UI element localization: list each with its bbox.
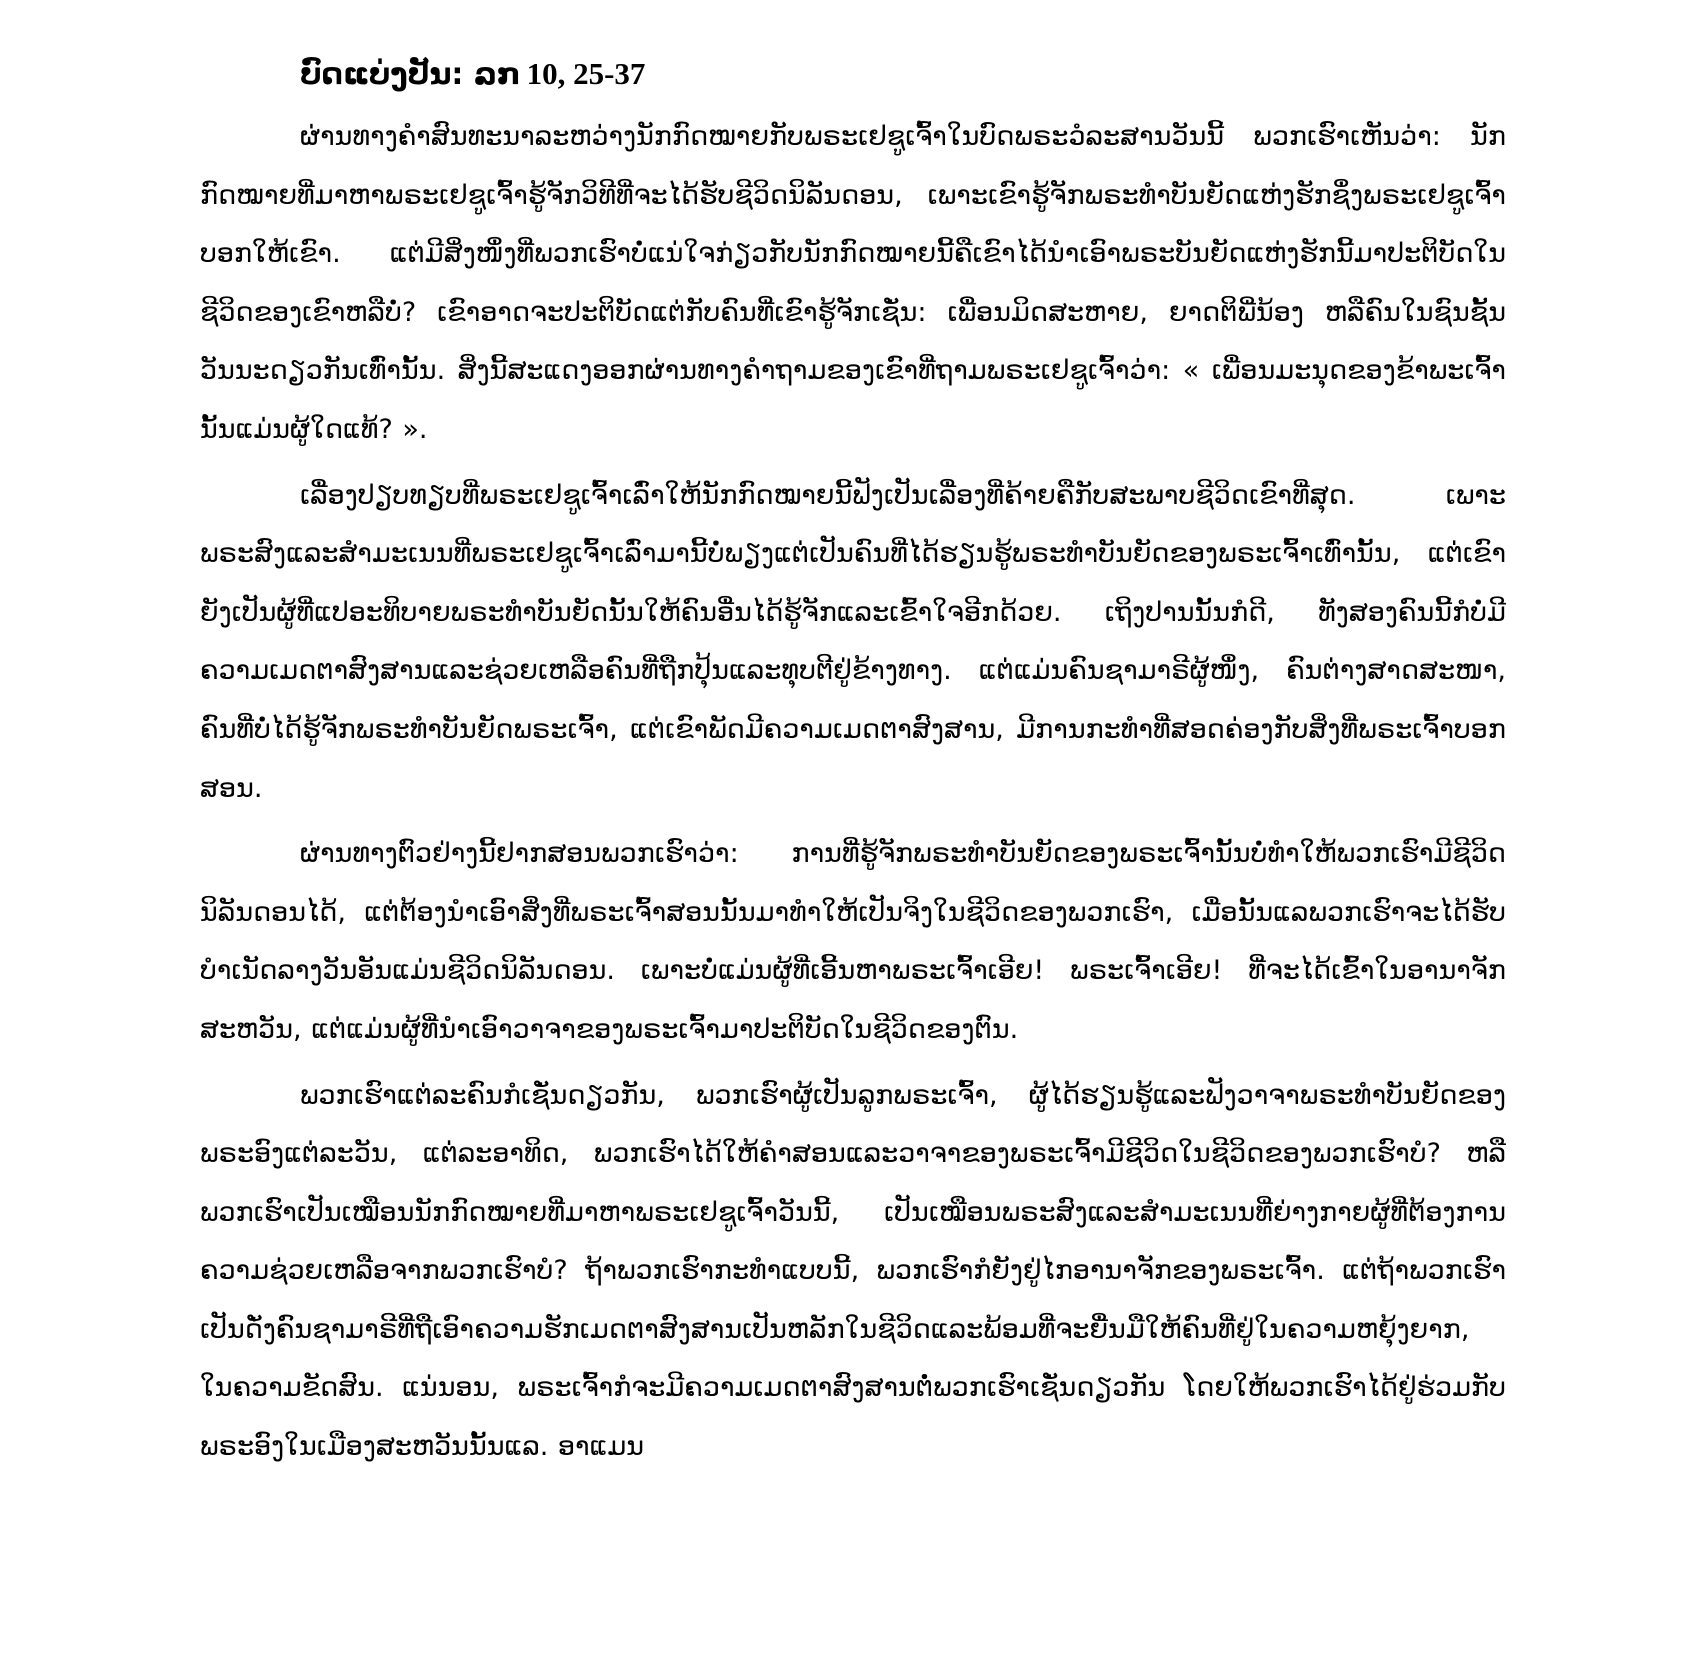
paragraph-2: ເລື່ອງປຽບທຽບທີ່ພຣະເຢຊູເຈົ້າເລົ່າໃຫ້ນັກກົດໝາຍນີ້ຟັງເປັນເລື່ອງທີ່ຄ້າຍຄືກັບສະພາບຊີວິດເຂົາທີ່ສຸດ. ເພາະພຣະສົງແລະສຳມະເນນທີ່ພຣະເຢຊູເຈົ້າເລົ່າມານີ້ບໍ່ພຽງແຕ່ເປັນຄົນທີ່ໄດ້ຮຽນຮູ້ພຣະທຳບັນຍັດຂອງພຣະເຈົ້າເທົ່ານັ້ນ, ແຕ່ເຂົາຍັງເປັນຜູ້ທີ່ແປອະທິບາຍພຣະທຳບັນຍັດນັ້ນໃຫ້ຄົນອື່ນໄດ້ຮູ້ຈັກແລະເຂົ້າໃຈອີກດ້ວຍ. ເຖິງປານນັ້ນກໍດີ, ທັງສອງຄົນນີ້ກໍບໍ່ມີຄວາມເມດຕາສົງສານແລະຊ່ວຍເຫລືອຄົນທີ່ຖືກປຸ້ນແລະທຸບຕີຢູ່ຂ້າງທາງ. ແຕ່ແມ່ນຄົນຊາມາຣີຜູ້ໜຶ່ງ, ຄົນຕ່າງສາດສະໜາ, ຄົນທີ່ບໍ່ໄດ້ຮູ້ຈັກພຣະທຳບັນຍັດພຣະເຈົ້າ, ແຕ່ເຂົາພັດມີຄວາມເມດຕາສົງສານ, ມີການກະທຳທີ່ສອດຄ່ອງກັບສິ່ງທີ່ພຣະເຈົ້າບອກສອນ. [200, 479, 1506, 804]
paragraph-1: ຜ່ານທາງຄຳສົນທະນາລະຫວ່າງນັກກົດໝາຍກັບພຣະເຢຊູເຈົ້າໃນບົດພຣະວໍລະສານວັນນີ້ ພວກເຮົາເຫັນວ່າ: ນັກກົດໝາຍທີ່ມາຫາພຣະເຢຊູເຈົ້າຮູ້ຈັກວິທີທີ່ຈະໄດ້ຮັບຊີວິດນິລັນດອນ, ເພາະເຂົາຮູ້ຈັກພຣະທຳບັນຍັດແຫ່ງຮັກຊຶ່ງພຣະເຢຊູເຈົ້າບອກໃຫ້ເຂົາ. ແຕ່ມີສິ່ງໜຶ່ງທີ່ພວກເຮົາບໍ່ແນ່ໃຈກ່ຽວກັບນັກກົດໝາຍນີ້ຄືເຂົາໄດ້ນຳເອົາພຣະບັນຍັດແຫ່ງຮັກນີ້ມາປະຕິບັດໃນຊີວິດຂອງເຂົາຫລືບໍ່? ເຂົາອາດຈະປະຕິບັດແຕ່ກັບຄົນທີ່ເຂົາຮູ້ຈັກເຊັ່ນ: ເພື່ອນມິດສະຫາຍ, ຍາດຕິພີ່ນ້ອງ ຫລືຄົນໃນຊົນຊັ້ນວັນນະດຽວກັນເທົ່ານັ້ນ. ສິ່ງນີ້ສະແດງອອກຜ່ານທາງຄຳຖາມຂອງເຂົາທີ່ຖາມພຣະເຢຊູເຈົ້າວ່າ: « ເພື່ອນມະນຸດຂອງຂ້າພະເຈົ້ານັ້ນແມ່ນຜູ້ໃດແທ້? ». [200, 121, 1506, 445]
title-text: ບົດແບ່ງປັນ: ລກ [300, 57, 521, 92]
scripture-reference: 10, 25-37 [526, 56, 646, 91]
document-page [200, 44, 1506, 1484]
document-title [300, 44, 1506, 104]
paragraph-4: ພວກເຮົາແຕ່ລະຄົນກໍເຊັ່ນດຽວກັນ, ພວກເຮົາຜູ້ເປັນລູກພຣະເຈົ້າ, ຜູ້ໄດ້ຮຽນຮູ້ແລະຟັງວາຈາພຣະທຳບັນຍັດຂອງພຣະອົງແຕ່ລະວັນ, ແຕ່ລະອາທິດ, ພວກເຮົາໄດ້ໃຫ້ຄຳສອນແລະວາຈາຂອງພຣະເຈົ້າມີຊີວິດໃນຊີວິດຂອງພວກເຮົາບໍ? ຫລືພວກເຮົາເປັນເໝືອນນັກກົດໝາຍທີ່ມາຫາພຣະເຢຊູເຈົ້າວັນນີ້, ເປັນເໝືອນພຣະສົງແລະສຳມະເນນທີ່ຍ່າງກາຍຜູ້ທີ່ຕ້ອງການຄວາມຊ່ວຍເຫລືອຈາກພວກເຮົາບໍ? ຖ້າພວກເຮົາກະທຳແບບນີ້, ພວກເຮົາກໍຍັງຢູ່ໄກອານາຈັກຂອງພຣະເຈົ້າ. ແຕ່ຖ້າພວກເຮົາເປັນດັ່ງຄົນຊາມາຣີທີ່ຖືເອົາຄວາມຮັກເມດຕາສົງສານເປັນຫລັກໃນຊີວິດແລະພ້ອມທີ່ຈະຍື່ນມືໃຫ້ຄົນທີ່ຢູ່ໃນຄວາມຫຍຸ້ງຍາກ, ໃນຄວາມຂັດສົນ. ແນ່ນອນ, ພຣະເຈົ້າກໍຈະມີຄວາມເມດຕາສົງສານຕໍ່ພວກເຮົາເຊັ່ນດຽວກັນ ໂດຍໃຫ້ພວກເຮົາໄດ້ຢູ່ຮ່ວມກັບພຣະອົງໃນເມືອງສະຫວັນນັ້ນແລ. ອາແມນ [200, 1079, 1506, 1463]
paragraph-3: ຜ່ານທາງຕົວຢ່າງນີ້ຢາກສອນພວກເຮົາວ່າ: ການທີ່ຮູ້ຈັກພຣະທຳບັນຍັດຂອງພຣະເຈົ້ານັ້ນບໍ່ທຳໃຫ້ພວກເຮົາມີຊີວິດນິລັນດອນໄດ້, ແຕ່ຕ້ອງນຳເອົາສິ່ງທີ່ພຣະເຈົ້າສອນນັ້ນມາທຳໃຫ້ເປັນຈິງໃນຊີວິດຂອງພວກເຮົາ, ເມື່ອນັ້ນແລພວກເຮົາຈະໄດ້ຮັບບຳເນັດລາງວັນອັນແມ່ນຊີວິດນິລັນດອນ. ເພາະບໍ່ແມ່ນຜູ້ທີ່ເອີ້ນຫາພຣະເຈົ້າເອີຍ! ພຣະເຈົ້າເອີຍ! ທີ່ຈະໄດ້ເຂົ້າໃນອານາຈັກສະຫວັນ, ແຕ່ແມ່ນຜູ້ທີ່ນຳເອົາວາຈາຂອງພຣະເຈົ້າມາປະຕິບັດໃນຊີວິດຂອງຕົນ. [200, 838, 1506, 1045]
